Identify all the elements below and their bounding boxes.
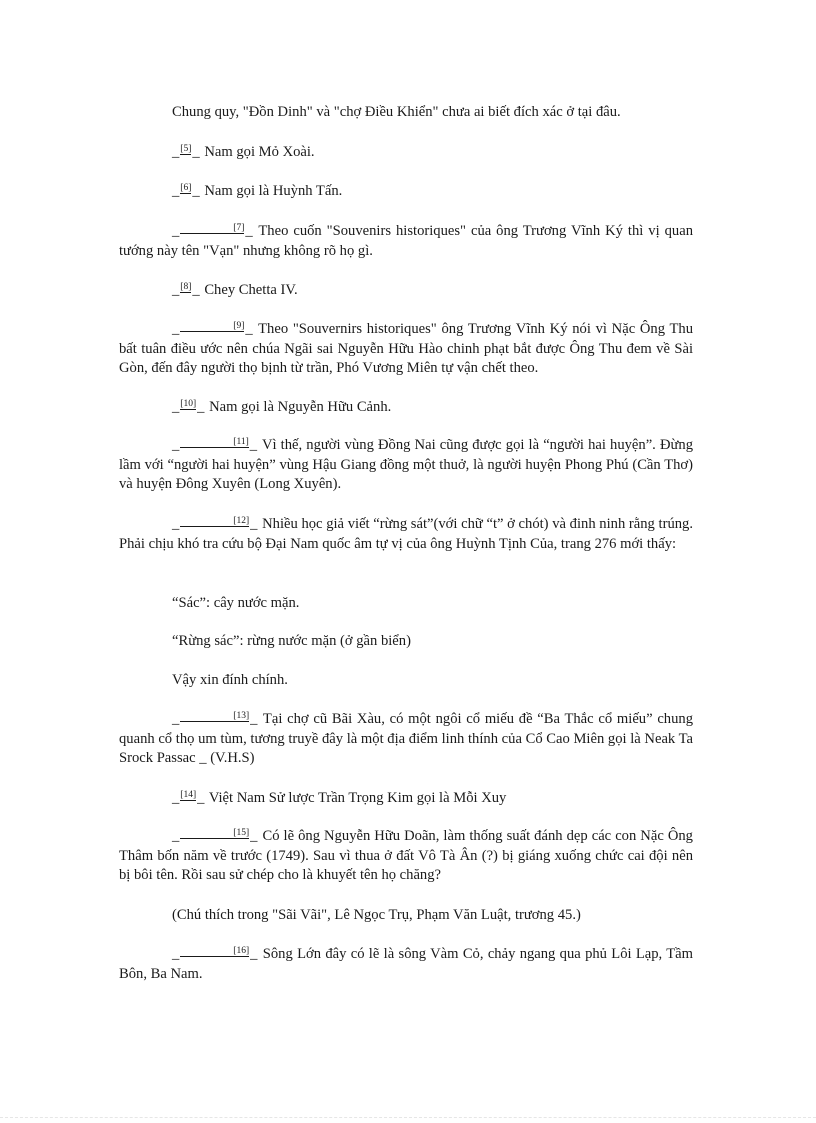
footnote-text: Theo cuốn "Souvenirs historiques" của ông Trương Vĩnh Ký thì vị quan tướng này tên "Vạn" nhưng không rõ họ gì. (119, 223, 693, 259)
footnote-link[interactable]: [6] (180, 183, 192, 193)
footnote-text: Nam gọi là Huỳnh Tấn. (204, 183, 343, 199)
footnote: _ [9]_ Theo "Souvernirs historiques" ông Trương Vĩnh Ký nói vì Nặc Ông Thu bất tuân điều ước nên chúa Ngãi sai Nguyễn Hữu Hào chinh phạt bắt được Ông Thu đem về Sài Gòn, đến đây người thọ bịnh từ trần, Phó Vương Miên tự vận chết theo. (119, 321, 693, 376)
footnote-link[interactable]: [12] (180, 516, 249, 527)
paragraph-text: (Chú thích trong "Sãi Vãi", Lê Ngọc Trụ, Phạm Văn Luật, trương 45.) (172, 907, 581, 923)
footnote: _ [11]_ Vì thế, người vùng Đồng Nai cũng được gọi là “người hai huyện”. Đừng lầm với “người hai huyện” vùng Hậu Giang đồng một thuở, là người huyện Phong Phú (Cần Thơ) và huyện Đông Xuyên (Long Xuyên). (119, 437, 693, 492)
footnote-link[interactable]: [8] (180, 282, 192, 292)
footnote-link[interactable]: [15] (180, 828, 249, 839)
footnote: _ [13]_ Tại chợ cũ Bãi Xàu, có một ngôi cổ miếu đề “Ba Thắc cổ miếu” chung quanh cổ thọ um tùm, tương truyề đây là một địa điểm linh thính của Cổ Cao Miên gọi là Neak Ta Srock Passac _ (V.H.S) (119, 711, 693, 766)
footnote-link[interactable]: [13] (180, 711, 249, 722)
footnote-link[interactable]: [7] (180, 223, 244, 234)
footnote: _[10]_ Nam gọi là Nguyễn Hữu Cảnh. (172, 399, 392, 415)
footnote-text: Sông Lớn đây có lẽ là sông Vàm Cỏ, chảy ngang qua phủ Lôi Lạp, Tầm Bôn, Ba Nam. (119, 946, 693, 982)
paragraph (172, 671, 288, 691)
footnote-text: Tại chợ cũ Bãi Xàu, có một ngôi cổ miếu đề “Ba Thắc cổ miếu” chung quanh cổ thọ um tùm, tương truyề đây là một địa điểm linh thính của Cổ Cao Miên gọi là Neak Ta Srock Passac _ (V.H.S) (119, 711, 693, 766)
footnote: _[8]_ Chey Chetta IV. (172, 282, 298, 298)
page-break-divider (0, 1117, 816, 1118)
footnote-link[interactable]: [5] (180, 144, 192, 154)
paragraph (172, 632, 411, 652)
paragraph-text: Vậy xin đính chính. (172, 672, 288, 688)
footnote: _ [12]_ Nhiều học giả viết “rừng sát”(với chữ “t” ở chót) và đinh ninh rằng trúng. Phải chịu khó tra cứu bộ Đại Nam quốc âm tự vị của ông Huỳnh Tịnh Của, trang 276 mới thấy: (119, 516, 693, 552)
footnote-text: Nhiều học giả viết “rừng sát”(với chữ “t” ở chót) và đinh ninh rằng trúng. Phải chịu khó tra cứu bộ Đại Nam quốc âm tự vị của ông Huỳnh Tịnh Của, trang 276 mới thấy: (119, 516, 693, 552)
paragraph (172, 906, 581, 926)
footnote: _[5]_ Nam gọi Mỏ Xoài. (172, 144, 315, 160)
paragraph-text: “Sác”: cây nước mặn. (172, 595, 300, 611)
footnote: _ [16]_ Sông Lớn đây có lẽ là sông Vàm Cỏ, chảy ngang qua phủ Lôi Lạp, Tầm Bôn, Ba Nam. (119, 946, 693, 982)
footnote-link[interactable]: [9] (180, 321, 244, 332)
footnote: _ [15]_ Có lẽ ông Nguyễn Hữu Doãn, làm thống suất đánh dẹp các con Nặc Ông Thâm bốn năm về trước (1749). Sau vì thua ở đất Vô Tà Ân (?) bị giáng xuống chức cai đội nên bị bôi tên. Rồi sau sử chép cho là khuyết tên họ chăng? (119, 828, 693, 883)
footnote-text: Nam gọi Mỏ Xoài. (204, 144, 315, 160)
footnote-link[interactable]: [14] (180, 790, 197, 800)
paragraph (172, 103, 621, 123)
footnote-text: Có lẽ ông Nguyễn Hữu Doãn, làm thống suất đánh dẹp các con Nặc Ông Thâm bốn năm về trước (1749). Sau vì thua ở đất Vô Tà Ân (?) bị giáng xuống chức cai đội nên bị bôi tên. Rồi sau sử chép cho là khuyết tên họ chăng? (119, 828, 693, 883)
paragraph-text: “Rừng sác”: rừng nước mặn (ở gần biển) (172, 633, 411, 649)
footnote-text: Nam gọi là Nguyễn Hữu Cảnh. (209, 399, 392, 415)
footnote-link[interactable]: [16] (180, 946, 249, 957)
footnote-text: Chey Chetta IV. (204, 282, 298, 298)
footnote-text: Việt Nam Sử lược Trần Trọng Kim gọi là Mỗi Xuy (208, 790, 507, 806)
footnote-text: Theo "Souvernirs historiques" ông Trương Vĩnh Ký nói vì Nặc Ông Thu bất tuân điều ước nên chúa Ngãi sai Nguyễn Hữu Hào chinh phạt bắt được Ông Thu đem về Sài Gòn, đến đây người thọ bịnh từ trần, Phó Vương Miên tự vận chết theo. (119, 321, 693, 376)
paragraph (172, 594, 299, 614)
footnote-link[interactable]: [11] (180, 437, 248, 448)
paragraph-text: Chung quy, "Đồn Dinh" và "chợ Điều Khiển" chưa ai biết đích xác ở tại đâu. (172, 104, 621, 120)
footnote: _ [7]_ Theo cuốn "Souvenirs historiques" của ông Trương Vĩnh Ký thì vị quan tướng này tên "Vạn" nhưng không rõ họ gì. (119, 223, 693, 259)
footnote: _[14]_ Việt Nam Sử lược Trần Trọng Kim gọi là Mỗi Xuy (172, 790, 507, 806)
footnote-text: Vì thế, người vùng Đồng Nai cũng được gọi là “người hai huyện”. Đừng lầm với “người hai huyện” vùng Hậu Giang đồng một thuở, là người huyện Phong Phú (Cần Thơ) và huyện Đông Xuyên (Long Xuyên). (119, 437, 693, 492)
footnote-link[interactable]: [10] (180, 399, 197, 409)
footnote: _[6]_ Nam gọi là Huỳnh Tấn. (172, 183, 343, 199)
